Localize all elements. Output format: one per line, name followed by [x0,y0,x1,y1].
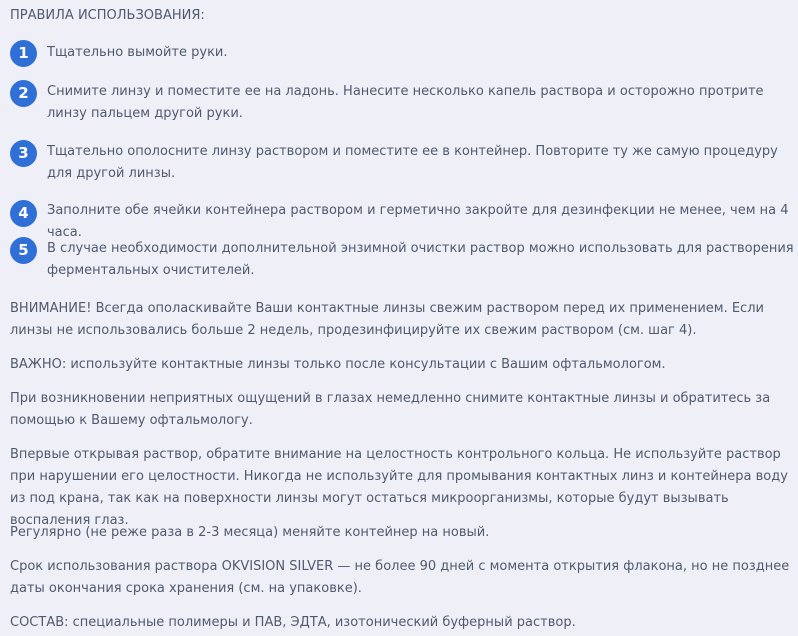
shelf-life-paragraph: Срок использования раствора OKVISION SILVER — не более 90 дней с момента открытия флакона, но не позднее даты окончания срока хранения (см. на упаковке). [10,559,790,596]
important-paragraph: ВАЖНО: используйте контактные линзы только после консультации с Вашим офтальмологом. [10,357,666,372]
step-text: Тщательно ополосните линзу раствором и поместите ее в контейнер. Повторите ту же самую процедуру для другой линзы. [47,144,778,181]
step-text: Тщательно вымойте руки. [47,45,228,60]
step-number-badge: 2 [10,80,37,107]
first-use-paragraph: Впервые открывая раствор, обратите внимание на целостность контрольного кольца. Не используйте раствор при нарушении его целостности. Никогда не используйте для промывания контактных линз и контейнера воду из под крана, так как на поверхности линзы могут остаться микроорганизмы, которые будут вызывать воспаления глаз. [10,447,788,528]
step-number-badge: 4 [10,200,37,227]
step-number-badge: 1 [10,40,37,67]
step-text: Снимите линзу и поместите ее на ладонь. Нанесите несколько капель раствора и осторожно протрите линзу пальцем другой руки. [47,84,764,121]
step-text: Заполните обе ячейки контейнера раствором и герметично закройте для дезинфекции не менее, чем на 4 часа. [47,203,789,240]
composition-paragraph: СОСТАВ: специальные полимеры и ПАВ, ЭДТА, изотонический буферный раствор. [10,615,576,630]
discomfort-paragraph: При возникновении неприятных ощущений в глазах немедленно снимите контактные линзы и обратитесь за помощью к Вашему офтальмологу. [10,391,771,428]
step-text: В случае необходимости дополнительной энзимной очистки раствор можно использовать для растворения ферментальных очистителей. [47,241,794,278]
warning-paragraph: ВНИМАНИЕ! Всегда ополаскивайте Ваши контактные линзы свежим раствором перед их применением. Если линзы не использовались больше 2 недель, продезинфицируйте их свежим раствором (см. шаг 4). [10,301,764,338]
section-title: ПРАВИЛА ИСПОЛЬЗОВАНИЯ: [10,8,205,23]
container-replace-paragraph: Регулярно (не реже раза в 2-3 месяца) меняйте контейнер на новый. [10,525,490,540]
step-number-badge: 5 [10,237,37,264]
step-number-badge: 3 [10,140,37,167]
